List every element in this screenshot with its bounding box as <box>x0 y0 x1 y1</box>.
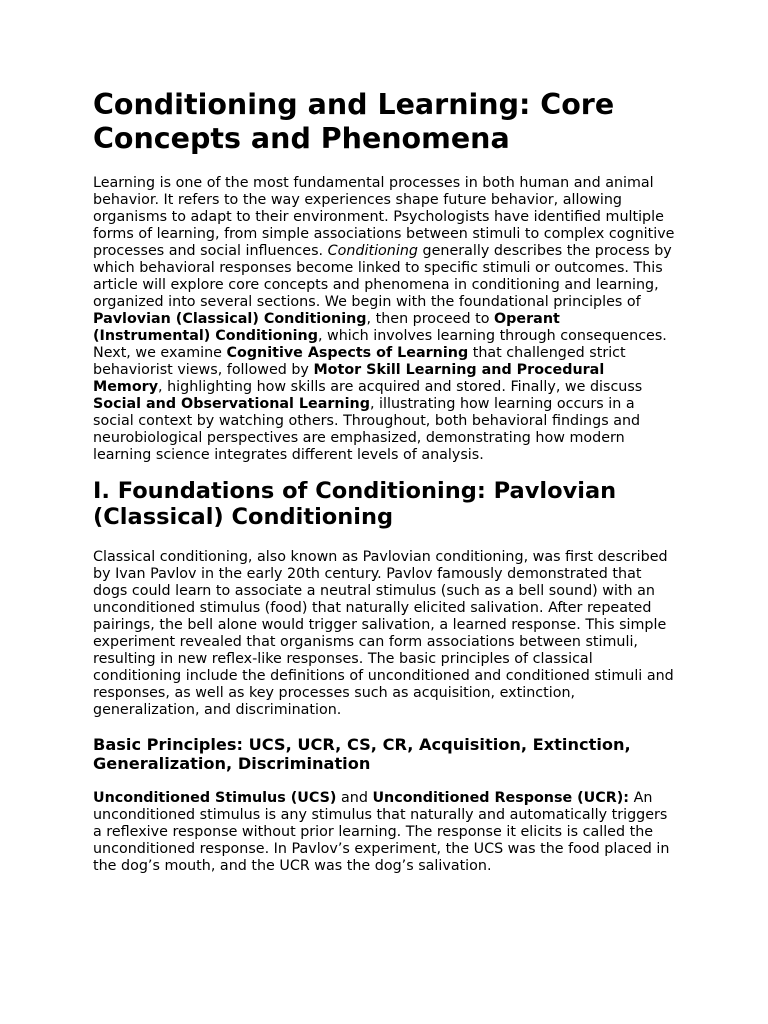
intro-bold-pavlovian: Pavlovian (Classical) Conditioning <box>93 311 367 327</box>
intro-text-7: , illustrating how learning occurs in a social context by watching others. Throughout, both behavioral findings and neurobiological perspectives are emphasized, demonstrating how modern learning science integrates different levels of analysis. <box>93 396 641 463</box>
subheading-basic-principles: Basic Principles: UCS, UCR, CS, CR, Acquisition, Extinction, Generalization, Discrimination <box>93 735 631 773</box>
ucs-and-text: and <box>336 790 373 806</box>
intro-bold-operant: Operant (Instrumental) Conditioning <box>93 311 560 344</box>
ucs-ucr-definition: An unconditioned stimulus is any stimulus that naturally and automatically triggers a reflexive response without prior learning. The response it elicits is called the unconditioned response. In Pavlov’s experiment, the UCS was the food placed in the dog’s mouth, and the UCR was the dog’s salivation. <box>93 790 670 874</box>
intro-paragraph <box>93 175 675 464</box>
term-ucr: Unconditioned Response (UCR): <box>372 790 630 806</box>
intro-text-1: Learning is one of the most fundamental processes in both human and animal behavior. It refers to the way experiences shape future behavior, allowing organisms to adapt to their environment. Psychologists have identified multiple forms of learning, from simple associations between stimuli to complex cognitive processes and social influences. <box>93 175 675 259</box>
intro-em-conditioning: Conditioning <box>327 243 418 259</box>
intro-text-2: generally describes the process by which behavioral responses become linked to specific stimuli or outcomes. This article will explore core concepts and phenomena in conditioning and learning, organized into several sections. We begin with the foundational principles of <box>93 243 672 310</box>
intro-bold-cognitive: Cognitive Aspects of Learning <box>226 345 469 361</box>
document-title: Conditioning and Learning: Core Concepts and Phenomena <box>93 88 615 155</box>
ucs-ucr-paragraph <box>93 790 675 875</box>
intro-bold-motor: Motor Skill Learning and Procedural Memory <box>93 362 605 395</box>
section-paragraph-classical: Classical conditioning, also known as Pavlovian conditioning, was first described by Ivan Pavlov in the early 20th century. Pavlov famously demonstrated that dogs could learn to associate a neutral stimulus (such as a bell sound) with an unconditioned stimulus (food) that naturally elicited salivation. After repeated pairings, the bell alone would trigger salivation, a learned response. This simple experiment revealed that organisms can form associations between stimuli, resulting in new reflex-like responses. The basic principles of classical conditioning include the definitions of unconditioned and conditioned stimuli and responses, as well as key processes such as acquisition, extinction, generalization, and discrimination. <box>93 549 674 718</box>
intro-text-4: , which involves learning through consequences. Next, we examine <box>93 328 667 361</box>
intro-bold-social: Social and Observational Learning <box>93 396 370 412</box>
intro-text-6: , highlighting how skills are acquired and stored. Finally, we discuss <box>158 379 643 395</box>
term-ucs: Unconditioned Stimulus (UCS) <box>93 790 337 806</box>
intro-text-5: that challenged strict behaviorist views, followed by <box>93 345 626 378</box>
intro-text-3: , then proceed to <box>366 311 495 327</box>
section-heading-pavlovian: I. Foundations of Conditioning: Pavlovian (Classical) Conditioning <box>93 478 617 530</box>
